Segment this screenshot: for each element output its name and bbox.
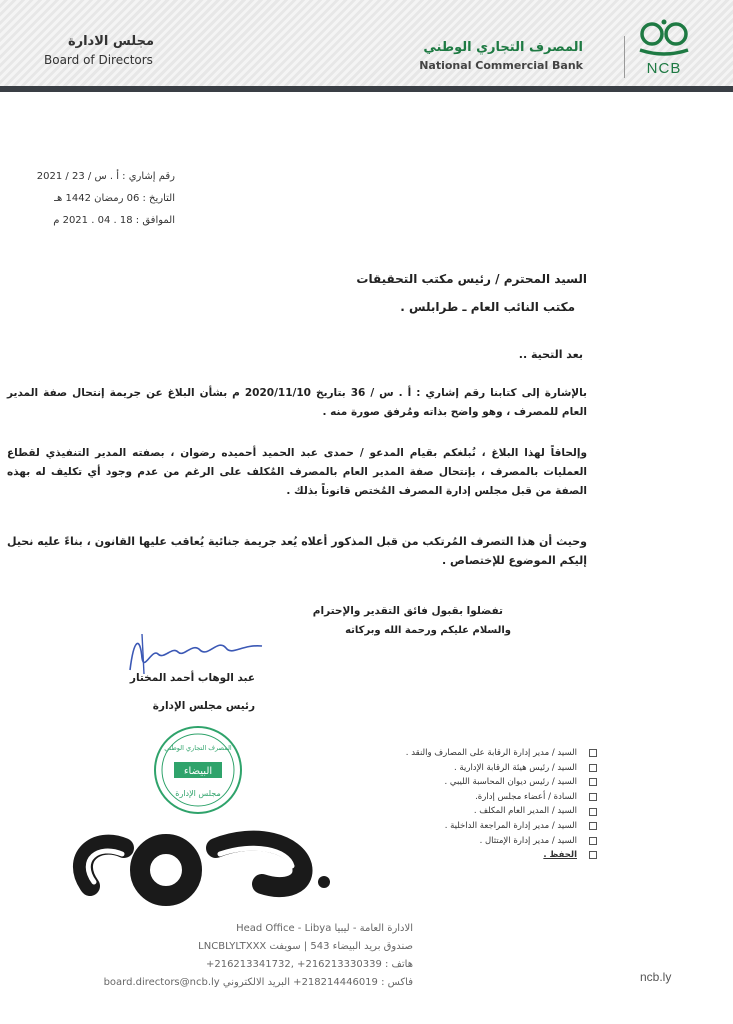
cc-item: السادة / أعضاء مجلس إدارة. [406,790,597,805]
checkbox-icon [589,749,597,757]
reference-number: رقم إشاري : أ . س / 23 / 2021 [36,171,175,182]
body-paragraph-2: وإلحاقاً لهذا البلاغ ، نُبلغكم بقيام المدعو / حمدى عبد الحميد أحميده رضوان ، بصفته المدير التنفيذي لقطاع العمليات بالمصرف ، بإنتحال صفة المدير العام بالمصرف المُكلف على الرغم من عدم وجود أي تكليف له بهذه الصفة من قبل مجلس إدارة المصرف المُختص قانوناً بذلك . [7,447,587,497]
addressee-line2: مكتب النائب العام ـ طرابلس . [400,300,575,314]
checkbox-icon [589,778,597,786]
closing-line1: تفضلوا بقبول فائق التقدير والإحترام [312,605,503,617]
official-stamp [152,724,244,816]
logo-divider [624,36,625,78]
cc-item: السيد / مدير إدارة المراجعة الداخلية . [406,819,597,834]
cc-item: السيد / المدير العام المكلف . [406,804,597,819]
board-en: Board of Directors [44,53,153,67]
checkbox-icon [589,793,597,801]
stamp-top: المصرف التجاري الوطني [164,744,232,752]
stamp-bottom: مجلس الإدارة [175,789,221,798]
body-paragraph-3: وحيث أن هذا التصرف المُرتكب من قبل المذكور أعلاه يُعد جريمة جنائية يُعاقب عليها القانون ، بناءً عليه نحيل إليكم الموضوع للإختصاص . [7,535,587,567]
watermark-logo-icon [66,818,336,908]
footer-pobox: صندوق بريد البيضاء 543 | سويفت LNCBLYLTXXX [198,941,413,952]
cc-item-archive: الحفظ . [406,848,597,863]
cc-item: السيد / مدير إدارة الإمتثال . [406,834,597,849]
checkbox-icon [589,764,597,772]
addressee-line1: السيد المحترم / رئيس مكتب التحقيقات [356,272,587,286]
handwritten-signature [122,628,272,678]
bank-name-en: National Commercial Bank [419,59,583,72]
bank-name-ar: المصرف التجاري الوطني [423,40,583,55]
footer-website[interactable]: ncb.ly [640,970,672,984]
cc-list [406,746,597,863]
cc-item: السيد / رئيس هيئة الرقابة الإدارية . [406,761,597,776]
hijri-date: التاريخ : 06 رمضان 1442 هـ [54,193,175,204]
board-of-directors-label [44,34,154,67]
bank-name [419,40,583,72]
ncb-logo-text: NCB [646,60,682,77]
checkbox-icon [589,851,597,859]
footer-fax-email: فاكس : 218214446019+ البريد الالكتروني board.directors@ncb.ly [103,977,413,988]
checkbox-icon [589,837,597,845]
ncb-logo-icon [632,16,696,60]
footer-office: الادارة العامة - ليبيا Head Office - Libya [236,923,413,934]
letterhead-bar [0,86,733,92]
signatory-title: رئيس مجلس الإدارة [152,700,255,712]
cc-item: السيد / مدير إدارة الرقابة على المصارف والنقد . [406,746,597,761]
greeting: بعد التحية .. [518,348,583,361]
cc-item: السيد / رئيس ديوان المحاسبة الليبي . [406,775,597,790]
stamp-center: البيضاء [183,766,213,777]
gregorian-date: الموافق : 18 . 04 . 2021 م [53,215,175,226]
footer-phone: هاتف : 216213330339+ ,216213341732+ [205,959,413,970]
board-ar: مجلس الادارة [67,34,154,49]
checkbox-icon [589,822,597,830]
checkbox-icon [589,808,597,816]
body-paragraph-1: بالإشارة إلى كتابنا رقم إشاري : أ . س / 36 بتاريخ 2020/11/10 م بشأن البلاغ عن جريمة إنتحال صفة المدير العام للمصرف ، وهو واضح بذاته ومُرفق صورة منه . [7,387,587,418]
closing-line2: والسلام عليكم ورحمة الله وبركاته [345,625,511,636]
reference-block [37,166,175,232]
signatory-name: عبد الوهاب أحمد المختار [129,672,255,684]
ncb-logo [632,16,696,80]
footer-contact [104,920,413,992]
